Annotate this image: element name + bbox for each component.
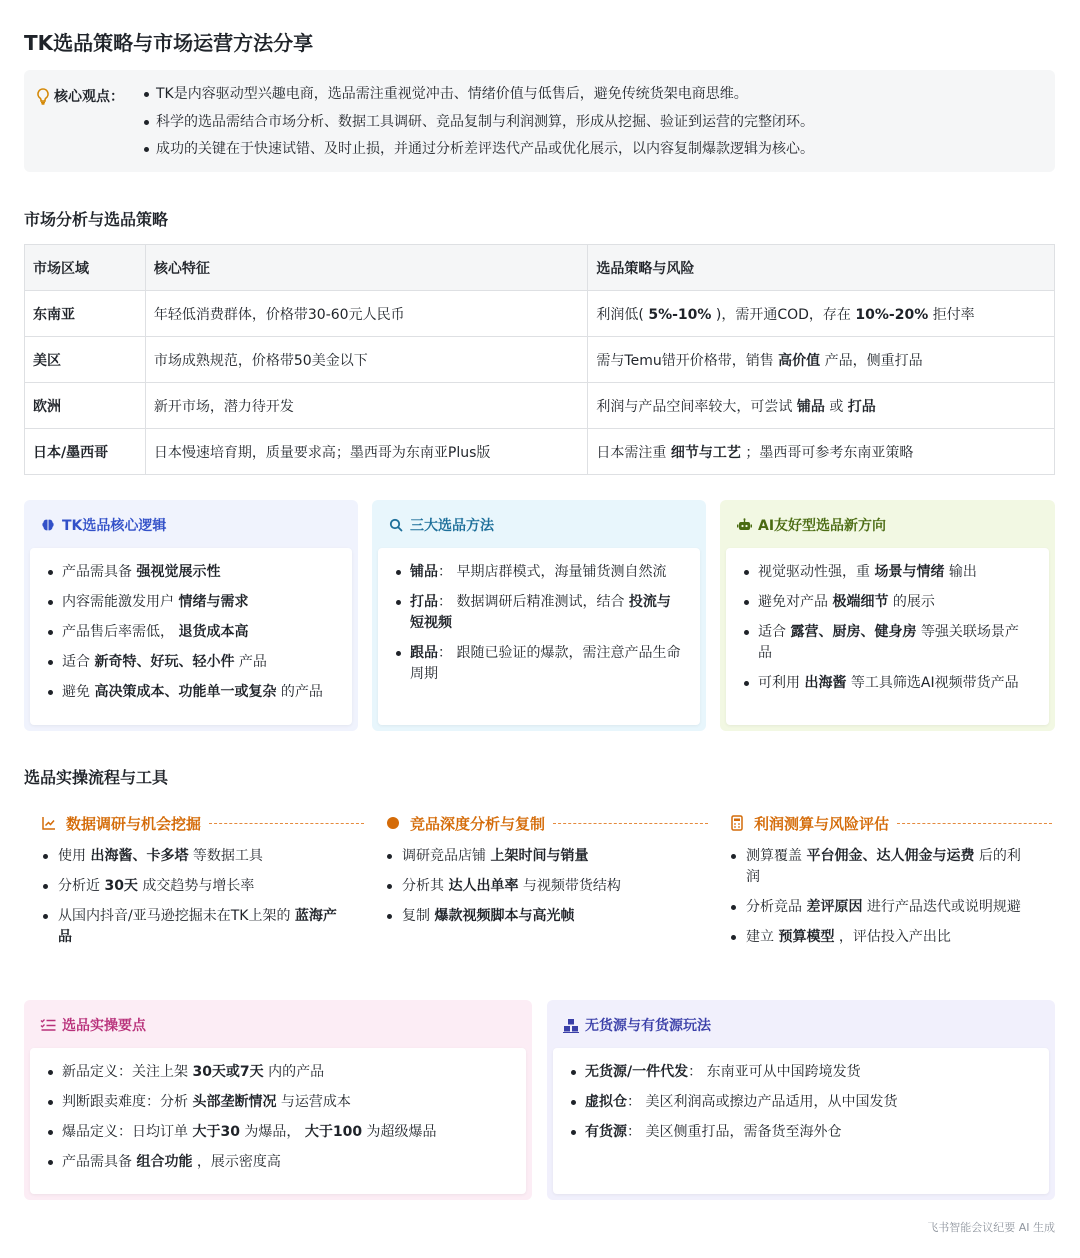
region-cell: 日本/墨西哥: [25, 429, 146, 475]
list-item: 铺品： 早期店群模式，海量铺货测自然流: [394, 562, 682, 583]
card-title: 无货源与有货源玩法: [563, 1015, 711, 1035]
summary-points: [142, 84, 814, 167]
list-item: 可利用 出海酱 等工具筛选AI视频带货产品: [742, 673, 1031, 694]
list-item: 爆品定义：日均订单 大于30 为爆品， 大于100 为超级爆品: [46, 1122, 508, 1143]
section-title-market: 市场分析与选品策略: [24, 210, 169, 229]
list-item: 视觉驱动性强，重 场景与情绪 输出: [742, 562, 1031, 583]
card-title: 三大选品方法: [388, 515, 494, 535]
card-three-methods: [372, 500, 706, 731]
summary-label: 核心观点：: [36, 86, 124, 106]
list-item: 跟品： 跟随已验证的爆款，需注意产品生命周期: [394, 643, 682, 685]
region-cell: 东南亚: [25, 291, 146, 337]
card-title: TK选品核心逻辑: [40, 515, 166, 535]
list-item: 判断跟卖难度：分析 头部垄断情况 与运营成本: [46, 1092, 508, 1113]
list-item: 使用 出海酱、卡多塔 等数据工具: [40, 846, 350, 867]
list-item: 无货源/一件代发： 东南亚可从中国跨境发货: [569, 1062, 1031, 1083]
robot-icon: [736, 517, 752, 533]
card-list: [46, 1062, 508, 1182]
brain-icon: [40, 517, 56, 533]
search-icon: [388, 517, 404, 533]
feature-cell: 日本慢速培育期，质量要求高；墨西哥为东南亚Plus版: [145, 429, 588, 475]
dashed-divider: [553, 823, 708, 824]
dashed-divider: [209, 823, 364, 824]
card-body: [553, 1048, 1049, 1194]
strategy-cell: 利润低( 5%-10% )，需开通COD，存在 10%-20% 拒付率: [588, 291, 1055, 337]
list-item: 避免 高决策成本、功能单一或复杂 的产品: [46, 682, 334, 703]
feature-cell: 年轻低消费群体，价格带30-60元人民币: [145, 291, 588, 337]
list-item: 调研竞品店铺 上架时间与销量: [384, 846, 694, 867]
list-item: 打品： 数据调研后精准测试，结合 投流与短视频: [394, 592, 682, 634]
strategy-cell: 利润与产品空间率较大，可尝试 铺品 或 打品: [588, 383, 1055, 429]
region-cell: 美区: [25, 337, 146, 383]
dot-icon: [384, 814, 402, 832]
list-item: 分析近 30天 成交趋势与增长率: [40, 876, 350, 897]
step-head-profit: 利润测算与风险评估: [728, 812, 1052, 834]
table-row: [25, 337, 1055, 383]
step-head-research: 数据调研与机会挖掘: [40, 812, 364, 834]
table-row: [25, 429, 1055, 475]
list-item: 避免对产品 极端细节 的展示: [742, 592, 1031, 613]
step-list-competitor: [384, 846, 694, 936]
list-item: 分析其 达人出单率 与视频带货结构: [384, 876, 694, 897]
checklist-icon: [40, 1017, 56, 1033]
market-table: [24, 244, 1055, 475]
card-title: AI友好型选品新方向: [736, 515, 886, 535]
table-row: [25, 291, 1055, 337]
list-item: 产品需具备 组合功能 ，展示密度高: [46, 1152, 508, 1173]
step-list-research: [40, 846, 350, 957]
card-ai-friendly: [720, 500, 1055, 731]
region-cell: 欧洲: [25, 383, 146, 429]
summary-point: 科学的选品需结合市场分析、数据工具调研、竞品复制与利润测算，形成从挖掘、验证到运营的完整闭环。: [142, 112, 814, 140]
card-body: [30, 548, 352, 725]
card-list: [742, 562, 1031, 703]
strategy-cell: 需与Temu错开价格带，销售 高价值 产品，侧重打品: [588, 337, 1055, 383]
summary-point: TK是内容驱动型兴趣电商，选品需注重视觉冲击、情绪价值与低售后，避免传统货架电商思维。: [142, 84, 814, 112]
card-sourcing-models: [547, 1000, 1055, 1200]
summary-point: 成功的关键在于快速试错、及时止损，并通过分析差评迭代产品或优化展示，以内容复制爆款逻辑为核心。: [142, 139, 814, 167]
feature-cell: 市场成熟规范，价格带50美金以下: [145, 337, 588, 383]
lightbulb-icon: [36, 87, 50, 105]
list-item: 复制 爆款视频脚本与高光帧: [384, 906, 694, 927]
list-item: 有货源： 美区侧重打品，需备货至海外仓: [569, 1122, 1031, 1143]
section-title-process: 选品实操流程与工具: [24, 768, 169, 787]
list-item: 从国内抖音/亚马逊挖掘未在TK上架的 蓝海产品: [40, 906, 350, 948]
column-header: 选品策略与风险: [588, 245, 1055, 291]
card-body: [378, 548, 700, 725]
list-item: 内容需能激发用户 情绪与需求: [46, 592, 334, 613]
table-header-row: [25, 245, 1055, 291]
list-item: 虚拟仓： 美区利润高或擦边产品适用，从中国发货: [569, 1092, 1031, 1113]
step-head-competitor: 竞品深度分析与复制: [384, 812, 708, 834]
strategy-cell: 日本需注重 细节与工艺 ；墨西哥可参考东南亚策略: [588, 429, 1055, 475]
calculator-icon: [728, 814, 746, 832]
list-item: 建立 预算模型 ，评估投入产出比: [728, 927, 1028, 948]
footer-note: 飞书智能会议纪要 AI 生成: [927, 1221, 1055, 1234]
list-item: 测算覆盖 平台佣金、达人佣金与运费 后的利润: [728, 846, 1028, 888]
list-item: 分析竞品 差评原因 进行产品迭代或说明规避: [728, 897, 1028, 918]
core-summary-panel: [24, 70, 1055, 172]
card-list: [46, 562, 334, 712]
feature-cell: 新开市场，潜力待开发: [145, 383, 588, 429]
card-body: [726, 548, 1049, 725]
table-row: [25, 383, 1055, 429]
card-body: [30, 1048, 526, 1194]
column-header: 核心特征: [145, 245, 588, 291]
list-item: 适合 露营、厨房、健身房 等强关联场景产品: [742, 622, 1031, 664]
trend-chart-icon: [40, 814, 58, 832]
card-practical-points: [24, 1000, 532, 1200]
card-tk-core-logic: [24, 500, 358, 731]
list-item: 新品定义：关注上架 30天或7天 内的产品: [46, 1062, 508, 1083]
dashed-divider: [897, 823, 1052, 824]
warehouse-boxes-icon: [563, 1017, 579, 1033]
card-title: 选品实操要点: [40, 1015, 146, 1035]
column-header: 市场区域: [25, 245, 146, 291]
list-item: 产品售后率需低， 退货成本高: [46, 622, 334, 643]
list-item: 产品需具备 强视觉展示性: [46, 562, 334, 583]
list-item: 适合 新奇特、好玩、轻小件 产品: [46, 652, 334, 673]
page-title: TK选品策略与市场运营方法分享: [24, 31, 314, 55]
step-list-profit: [728, 846, 1028, 957]
card-list: [394, 562, 682, 694]
card-list: [569, 1062, 1031, 1152]
